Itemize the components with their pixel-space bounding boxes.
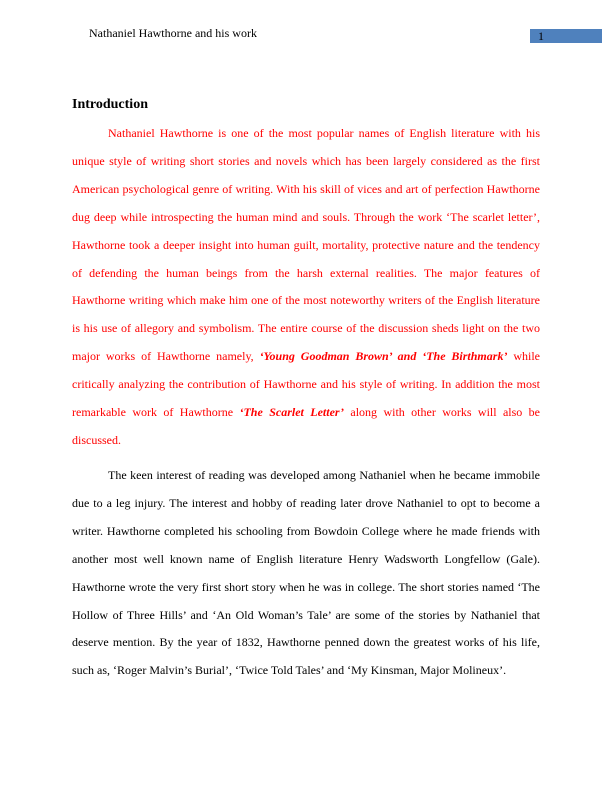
intro-text-part-2: while critically analyzing the contribution of Hawthorne and his style of writing. In addition the most remarkable work of Hawthorne	[72, 349, 540, 420]
page-number-box	[530, 29, 602, 43]
intro-emphasis-works: ‘Young Goodman Brown’ and ‘The Birthmark’	[259, 349, 508, 364]
section-heading: Introduction	[72, 97, 148, 112]
intro-text-part-1: Nathaniel Hawthorne is one of the most popular names of English literature with his unique style of writing short stories and novels which has been largely considered as the first American psychological genre of writing. With his skill of vices and art of perfection Hawthorne dug deep while introspecting the human mind and souls. Through the work ‘The scarlet letter’, Hawthorne took a deeper insight into human guilt, mortality, protective nature and the tendency of defending the human beings from the harsh external realities. The major features of Hawthorne writing which make him one of the most noteworthy writers of the English literature is his use of allegory and symbolism. The entire course of the discussion sheds light on the two major works of Hawthorne namely,	[72, 126, 540, 364]
page-number: 1	[538, 29, 544, 43]
intro-emphasis-scarlet-letter: ‘The Scarlet Letter’	[239, 405, 345, 420]
intro-paragraph	[72, 120, 540, 455]
running-header-title: Nathaniel Hawthorne and his work	[89, 26, 257, 40]
biography-paragraph: The keen interest of reading was developed among Nathaniel when he became immobile due to a leg injury. The interest and hobby of reading later drove Nathaniel to opt to become a writer. Hawthorne completed his schooling from Bowdoin College where he made friends with another most well known name of English literature Henry Wadsworth Longfellow (Gale). Hawthorne wrote the very first short story when he was in college. The short stories named ‘The Hollow of Three Hills’ and ‘An Old Woman’s Tale’ are some of the stories by Nathaniel that deserve mention. By the year of 1832, Hawthorne penned down the greatest works of his life, such as, ‘Roger Malvin’s Burial’, ‘Twice Told Tales’ and ‘My Kinsman, Major Molineux’.	[72, 468, 540, 678]
intro-text-part-3: along with other works will also be discussed.	[72, 405, 541, 447]
